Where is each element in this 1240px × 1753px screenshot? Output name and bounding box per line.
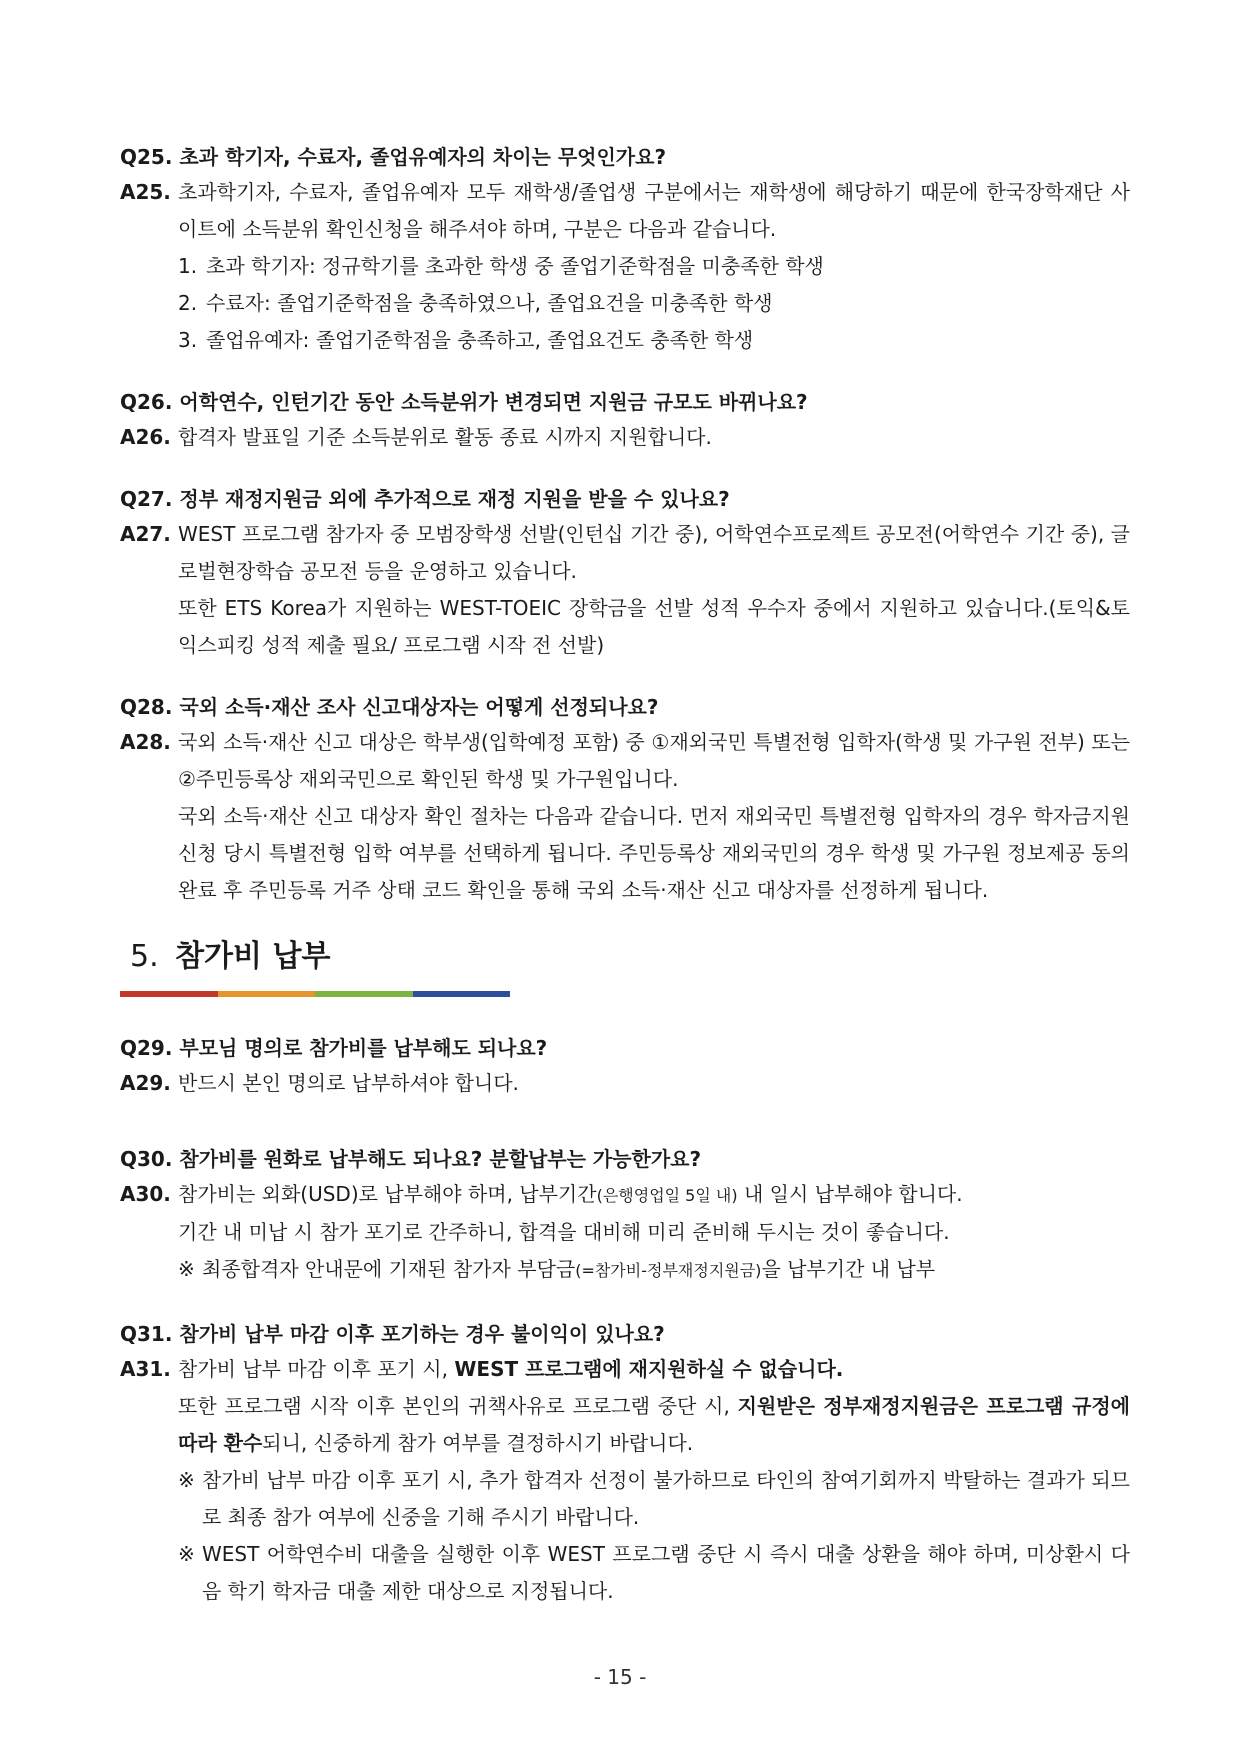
answer-bold-text: WEST 프로그램에 재지원하실 수 없습니다. xyxy=(454,1357,844,1381)
list-number: 1. xyxy=(178,254,198,278)
list-text: 초과 학기자: 정규학기를 초과한 학생 중 졸업기준학점을 미충족한 학생 xyxy=(206,254,824,278)
rule-segment-orange xyxy=(218,991,316,997)
answer-text: 참가비는 외화(USD)로 납부해야 하며, 납부기간 xyxy=(178,1182,597,1206)
answer-body xyxy=(178,516,1130,664)
rule-segment-blue xyxy=(413,991,511,997)
answer-body xyxy=(178,1351,1130,1610)
note xyxy=(178,1536,1130,1610)
answer-body xyxy=(178,419,1130,456)
answer-label: A27. xyxy=(120,522,171,546)
question-26: Q26. 어학연수, 인턴기간 동안 소득분위가 변경되면 지원금 규모도 바뀌나요? xyxy=(120,390,808,414)
note-mark: ※ xyxy=(178,1468,195,1492)
note xyxy=(178,1462,1130,1536)
answer-text: 또한 프로그램 시작 이후 본인의 귀책사유로 프로그램 중단 시, xyxy=(178,1394,738,1418)
note-text-part: 을 납부기간 내 납부 xyxy=(761,1257,936,1281)
answer-line-2: 기간 내 미납 시 참가 포기로 간주하니, 합격을 대비해 미리 준비해 두시는 것이 좋습니다. xyxy=(178,1220,950,1244)
answer-text-2: 국외 소득·재산 신고 대상자 확인 절차는 다음과 같습니다. 먼저 재외국민 특별전형 입학자의 경우 학자금지원 신청 당시 특별전형 입학 여부를 선택하게 됩니다. 주민등록상 재외국민의 경우 학생 및 가구원 정보제공 동의 완료 후 주민등록 거주 상태 코드 확인을 통해 국외 소득·재산 신고 대상자를 선정하게 됩니다. xyxy=(178,804,1130,902)
list-number: 2. xyxy=(178,291,198,315)
answer-label: A25. xyxy=(120,180,171,204)
answer-label: A29. xyxy=(120,1071,171,1095)
page-content xyxy=(120,140,1130,1636)
section-title xyxy=(120,935,1130,979)
answer-label: A30. xyxy=(120,1182,171,1206)
answer-label: A28. xyxy=(120,730,171,754)
question-25: Q25. 초과 학기자, 수료자, 졸업유예자의 차이는 무엇인가요? xyxy=(120,145,667,169)
answer-text: 합격자 발표일 기준 소득분위로 활동 종료 시까지 지원합니다. xyxy=(178,425,712,449)
qa-item-26 xyxy=(120,385,1130,456)
answer-body xyxy=(178,174,1130,359)
list-number: 3. xyxy=(178,328,198,352)
list-item xyxy=(178,285,1130,322)
note-text: WEST 어학연수비 대출을 실행한 이후 WEST 프로그램 중단 시 즉시 대출 상환을 해야 하며, 미상환시 다음 학기 학자금 대출 제한 대상으로 지정됩니다. xyxy=(202,1542,1130,1603)
section-title-text: 참가비 납부 xyxy=(175,939,331,974)
list-item xyxy=(178,322,1130,359)
answer-25 xyxy=(120,174,1130,359)
question-27: Q27. 정부 재정지원금 외에 추가적으로 재정 지원을 받을 수 있나요? xyxy=(120,487,730,511)
qa-item-29 xyxy=(120,1031,1130,1102)
answer-26 xyxy=(120,419,1130,456)
rule-segment-red xyxy=(120,991,218,997)
answer-27 xyxy=(120,516,1130,664)
answer-label: A26. xyxy=(120,425,171,449)
answer-body xyxy=(178,1065,1130,1102)
answer-text: 국외 소득·재산 신고 대상은 학부생(입학예정 포함) 중 ①재외국민 특별전형 입학자(학생 및 가구원 전부) 또는 ②주민등록상 재외국민으로 확인된 학생 및 가구원입니다. xyxy=(178,730,1130,791)
qa-item-28 xyxy=(120,690,1130,909)
answer-text: 초과학기자, 수료자, 졸업유예자 모두 재학생/졸업생 구분에서는 재학생에 해당하기 때문에 한국장학재단 사이트에 소득분위 확인신청을 해주셔야 하며, 구분은 다음과 같습니다. xyxy=(178,180,1130,241)
question-30: Q30. 참가비를 원화로 납부해도 되나요? 분할납부는 가능한가요? xyxy=(120,1147,702,1171)
answer-text: 참가비 납부 마감 이후 포기 시, xyxy=(178,1357,455,1381)
note-text: 참가비 납부 마감 이후 포기 시, 추가 합격자 선정이 불가하므로 타인의 참여기회까지 박탈하는 결과가 되므로 최종 참가 여부에 신중을 기해 주시기 바랍니다. xyxy=(202,1468,1130,1529)
question-28: Q28. 국외 소득·재산 조사 신고대상자는 어떻게 선정되나요? xyxy=(120,695,659,719)
answer-body xyxy=(178,724,1130,909)
answer-30 xyxy=(120,1176,1130,1289)
answer-line-2 xyxy=(178,1388,1130,1462)
answer-31 xyxy=(120,1351,1130,1610)
qa-item-31 xyxy=(120,1317,1130,1610)
list-text: 수료자: 졸업기준학점을 충족하였으나, 졸업요건을 미충족한 학생 xyxy=(206,291,773,315)
answer-29 xyxy=(120,1065,1130,1102)
question-31: Q31. 참가비 납부 마감 이후 포기하는 경우 불이익이 있나요? xyxy=(120,1322,665,1346)
question-29: Q29. 부모님 명의로 참가비를 납부해도 되나요? xyxy=(120,1036,548,1060)
answer-line-1 xyxy=(178,1176,1130,1214)
answer-bold-text: 지원받은 정부재정지원금은 프로그램 규정에 따라 환수 xyxy=(178,1394,1131,1455)
list-text: 졸업유예자: 졸업기준학점을 충족하고, 졸업요건도 충족한 학생 xyxy=(206,328,754,352)
rule-segment-green xyxy=(315,991,413,997)
note xyxy=(178,1251,1130,1289)
answer-text: 내 일시 납부해야 합니다. xyxy=(737,1182,963,1206)
answer-text: 되니, 신중하게 참가 여부를 결정하시기 바랍니다. xyxy=(262,1431,694,1455)
section-color-rule xyxy=(120,991,510,997)
note-text xyxy=(202,1251,935,1289)
answer-28 xyxy=(120,724,1130,909)
section-header xyxy=(120,935,1130,997)
answer-line-1 xyxy=(178,1351,1130,1388)
note-small-text: (=참가비-정부재정지원금) xyxy=(575,1261,762,1280)
qa-item-27 xyxy=(120,482,1130,664)
note-text-part: 최종합격자 안내문에 기재된 참가자 부담금 xyxy=(202,1257,576,1281)
list-item xyxy=(178,248,1130,285)
qa-item-30 xyxy=(120,1142,1130,1289)
answer-small-text: (은행영업일 5일 내) xyxy=(596,1186,738,1205)
answer-text-2: 또한 ETS Korea가 지원하는 WEST-TOEIC 장학금을 선발 성적 우수자 중에서 지원하고 있습니다.(토익&토익스피킹 성적 제출 필요/ 프로그램 시작 전 선발) xyxy=(178,596,1130,657)
section-number: 5. xyxy=(130,939,159,974)
answer-body xyxy=(178,1176,1130,1289)
note-mark: ※ xyxy=(178,1542,195,1566)
answer-text: 반드시 본인 명의로 납부하셔야 합니다. xyxy=(178,1071,519,1095)
page-number: - 15 - xyxy=(593,1665,647,1689)
note-mark: ※ xyxy=(178,1257,195,1281)
answer-text: WEST 프로그램 참가자 중 모범장학생 선발(인턴십 기간 중), 어학연수프로젝트 공모전(어학연수 기간 중), 글로벌현장학습 공모전 등을 운영하고 있습니다. xyxy=(178,522,1130,583)
qa-item-25 xyxy=(120,140,1130,359)
answer-label: A31. xyxy=(120,1357,171,1381)
